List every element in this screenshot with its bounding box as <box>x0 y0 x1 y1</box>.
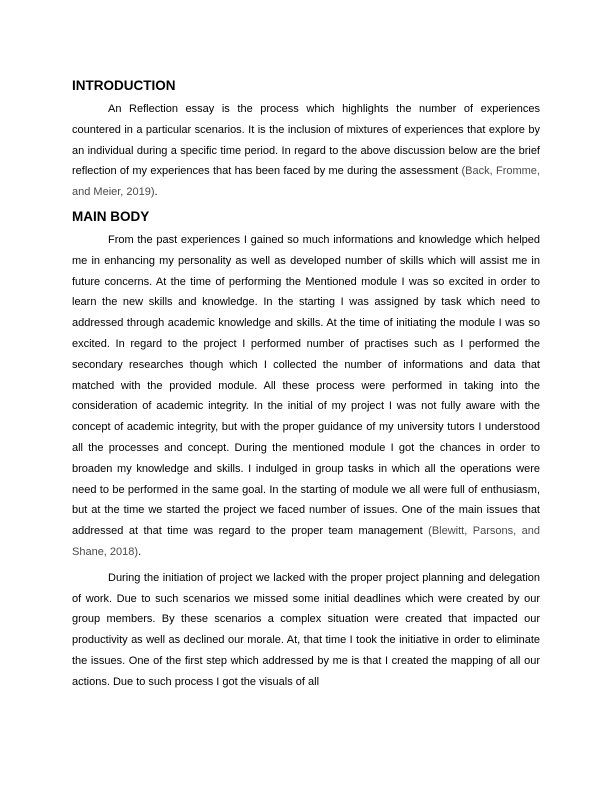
main-body-heading: MAIN BODY <box>72 208 150 224</box>
document-page <box>72 78 540 693</box>
introduction-citation: (Back, Fromme, and Meier, 2019) <box>72 165 540 199</box>
main-body-paragraph-1 <box>72 230 540 563</box>
main-body-paragraph-1-end-punct: . <box>138 545 142 558</box>
introduction-end-punct: . <box>154 186 158 199</box>
main-body-paragraph-1-citation: (Blewitt, Parsons, and Shane, 2018) <box>72 525 540 558</box>
main-body-paragraph-1-text: From the past experiences I gained so much informations and knowledge which helped me in enhancing my personality as well as developed number of skills which will assist me in future concerns. At the time of performing the Mentioned module I was so excited in order to learn the new skills and knowledge. In the starting I was assigned by task which need to addressed through academic knowledge and skills. At the time of initiating the module I was so excited. In regard to the project I performed number of practises such as I performed the secondary researches though which I collected the number of informations and data that matched with the provided module. All these process were performed in taking into the consideration of academic integrity. In the initial of my project I was not fully aware with the concept of academic integrity, but with the proper guidance of my university tutors I understood all the processes and concept. During the mentioned module I got the chances in order to broaden my knowledge and skills. I indulged in group tasks in which all the operations were need to be performed in the same goal. In the starting of module we all were full of enthusiasm, but at the time we started the project we faced number of issues. One of the main issues that addressed at that time was regard to the proper team management <box>72 233 540 538</box>
introduction-text: An Reflection essay is the process which highlights the number of experiences countered in a particular scenarios. It is the inclusion of mixtures of experiences that explore by an individual during a specific time period. In regard to the above discussion below are the brief reflection of my experiences that has been faced by me during the assessment <box>72 103 540 178</box>
introduction-heading: INTRODUCTION <box>72 78 176 93</box>
introduction-paragraph <box>72 99 540 203</box>
main-body-paragraph-2: During the initiation of project we lacked with the proper project planning and delegation of work. Due to such scenarios we missed some initial deadlines which were created by our group members. By these scenarios a complex situation were created that impacted our productivity as well as declined our morale. At, that time I took the initiative in order to eliminate the issues. One of the first step which addressed by me is that I created the mapping of all our actions. Due to such process I got the visuals of all <box>72 571 540 688</box>
